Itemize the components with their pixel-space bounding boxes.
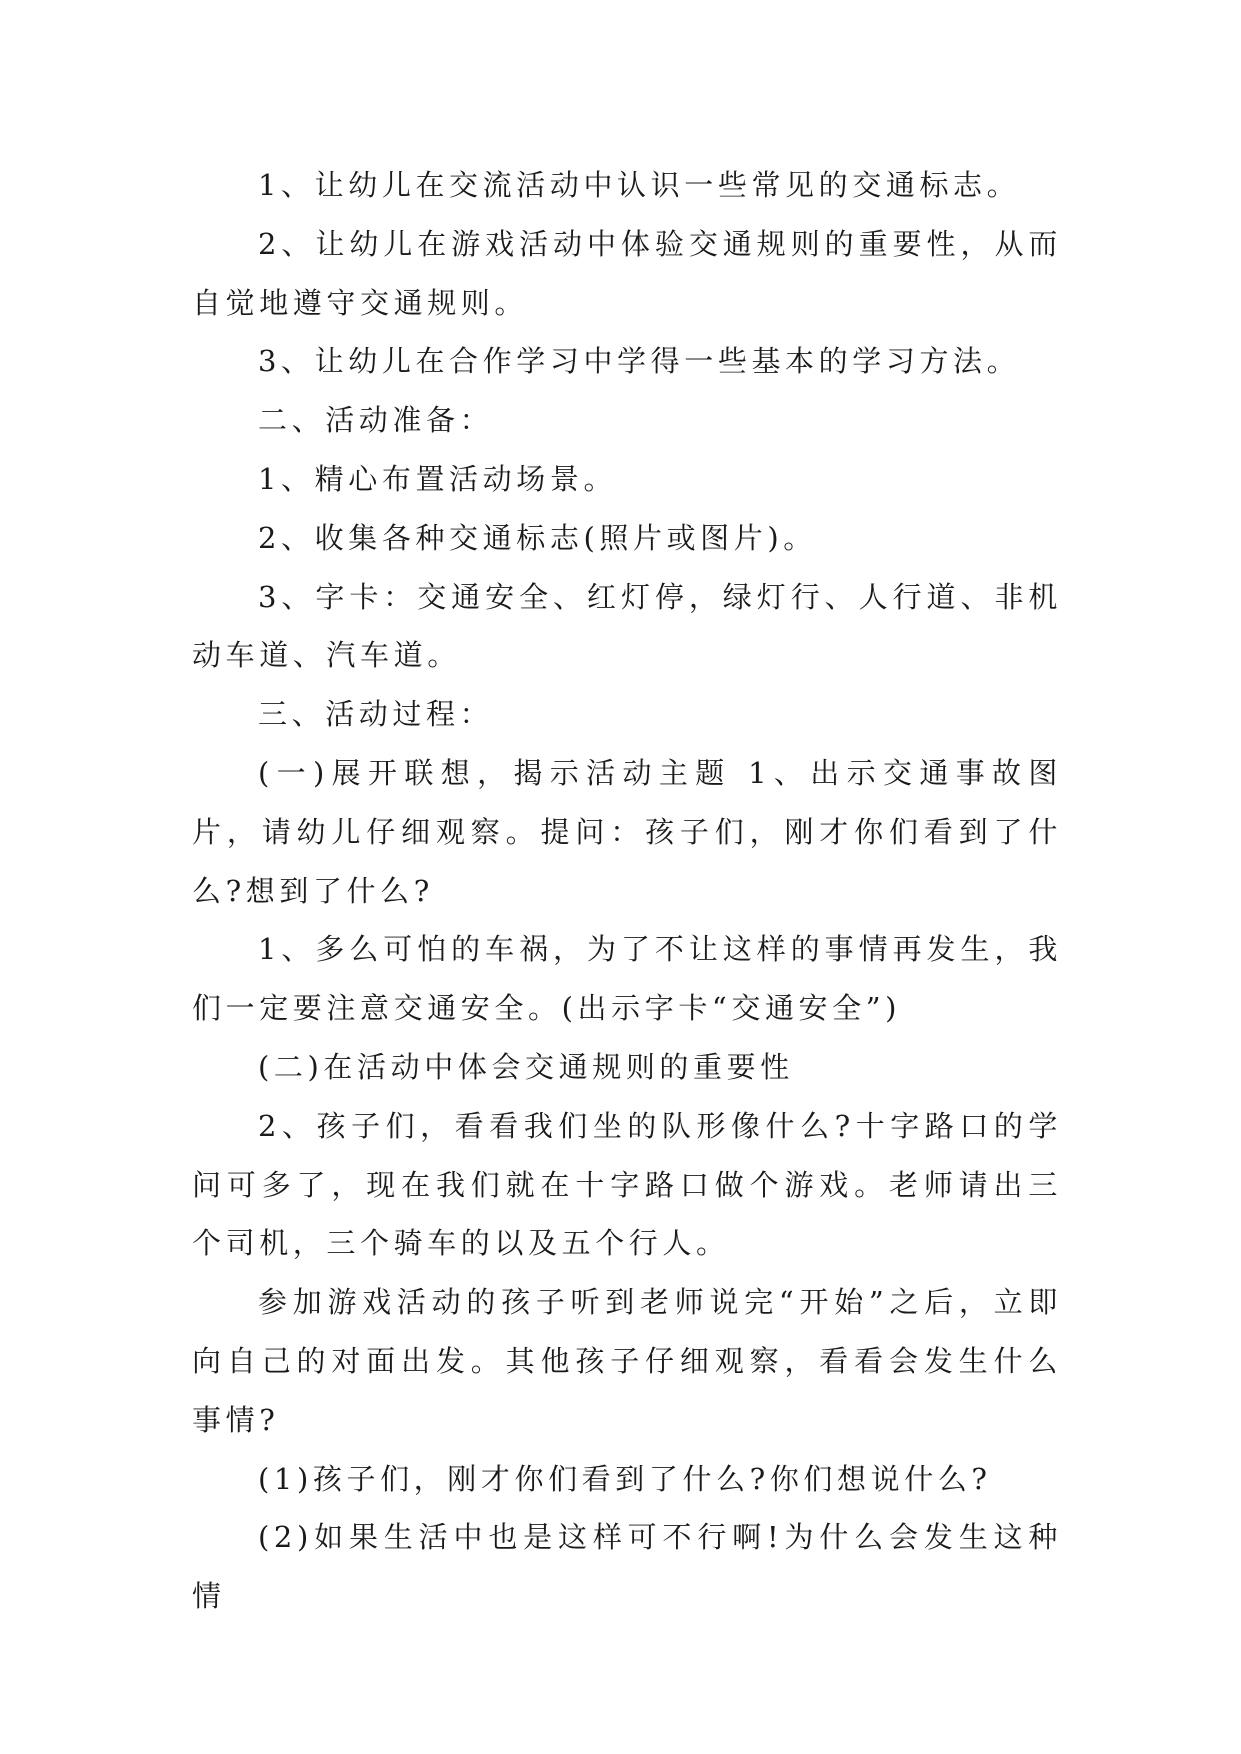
question-1: (1)孩子们，刚才你们看到了什么?你们想说什么?	[258, 1461, 992, 1496]
process-step-2: 2、孩子们，看看我们坐的队形像什么?十字路口的学问可多了，现在我们就在十字路口做个游戏。老师请出三个司机，三个骑车的以及五个行人。	[192, 1108, 1062, 1261]
document-body	[192, 156, 1062, 1626]
process-part-2: (二)在活动中体会交通规则的重要性	[258, 1049, 794, 1084]
section-heading-process: 三、活动过程：	[258, 697, 494, 732]
process-part-1: (一)展开联想，揭示活动主题 1、出示交通事故图片，请幼儿仔细观察。提问：孩子们，刚才你们看到了什么?想到了什么?	[192, 755, 1062, 908]
game-instructions: 参加游戏活动的孩子听到老师说完“开始”之后，立即向自己的对面出发。其他孩子仔细观察，看看会发生什么事情?	[192, 1285, 1062, 1437]
preparation-3: 3、字卡：交通安全、红灯停，绿灯行、人行道、非机动车道、汽车道。	[192, 579, 1062, 673]
section-heading-preparation: 二、活动准备：	[258, 403, 494, 438]
question-2: (2)如果生活中也是这样可不行啊!为什么会发生这种情	[192, 1520, 1062, 1614]
objective-3: 3、让幼儿在合作学习中学得一些基本的学习方法。	[258, 344, 1021, 379]
objective-1: 1、让幼儿在交流活动中认识一些常见的交通标志。	[258, 168, 1021, 202]
preparation-2: 2、收集各种交通标志(照片或图片)。	[258, 520, 817, 555]
objective-2: 2、让幼儿在游戏活动中体验交通规则的重要性，从而自觉地遵守交通规则。	[192, 226, 1062, 320]
preparation-1: 1、精心布置活动场景。	[258, 461, 618, 496]
process-step-1: 1、多么可怕的车祸，为了不让这样的事情再发生，我们一定要注意交通安全。(出示字卡“交通安全”)	[192, 932, 1062, 1026]
